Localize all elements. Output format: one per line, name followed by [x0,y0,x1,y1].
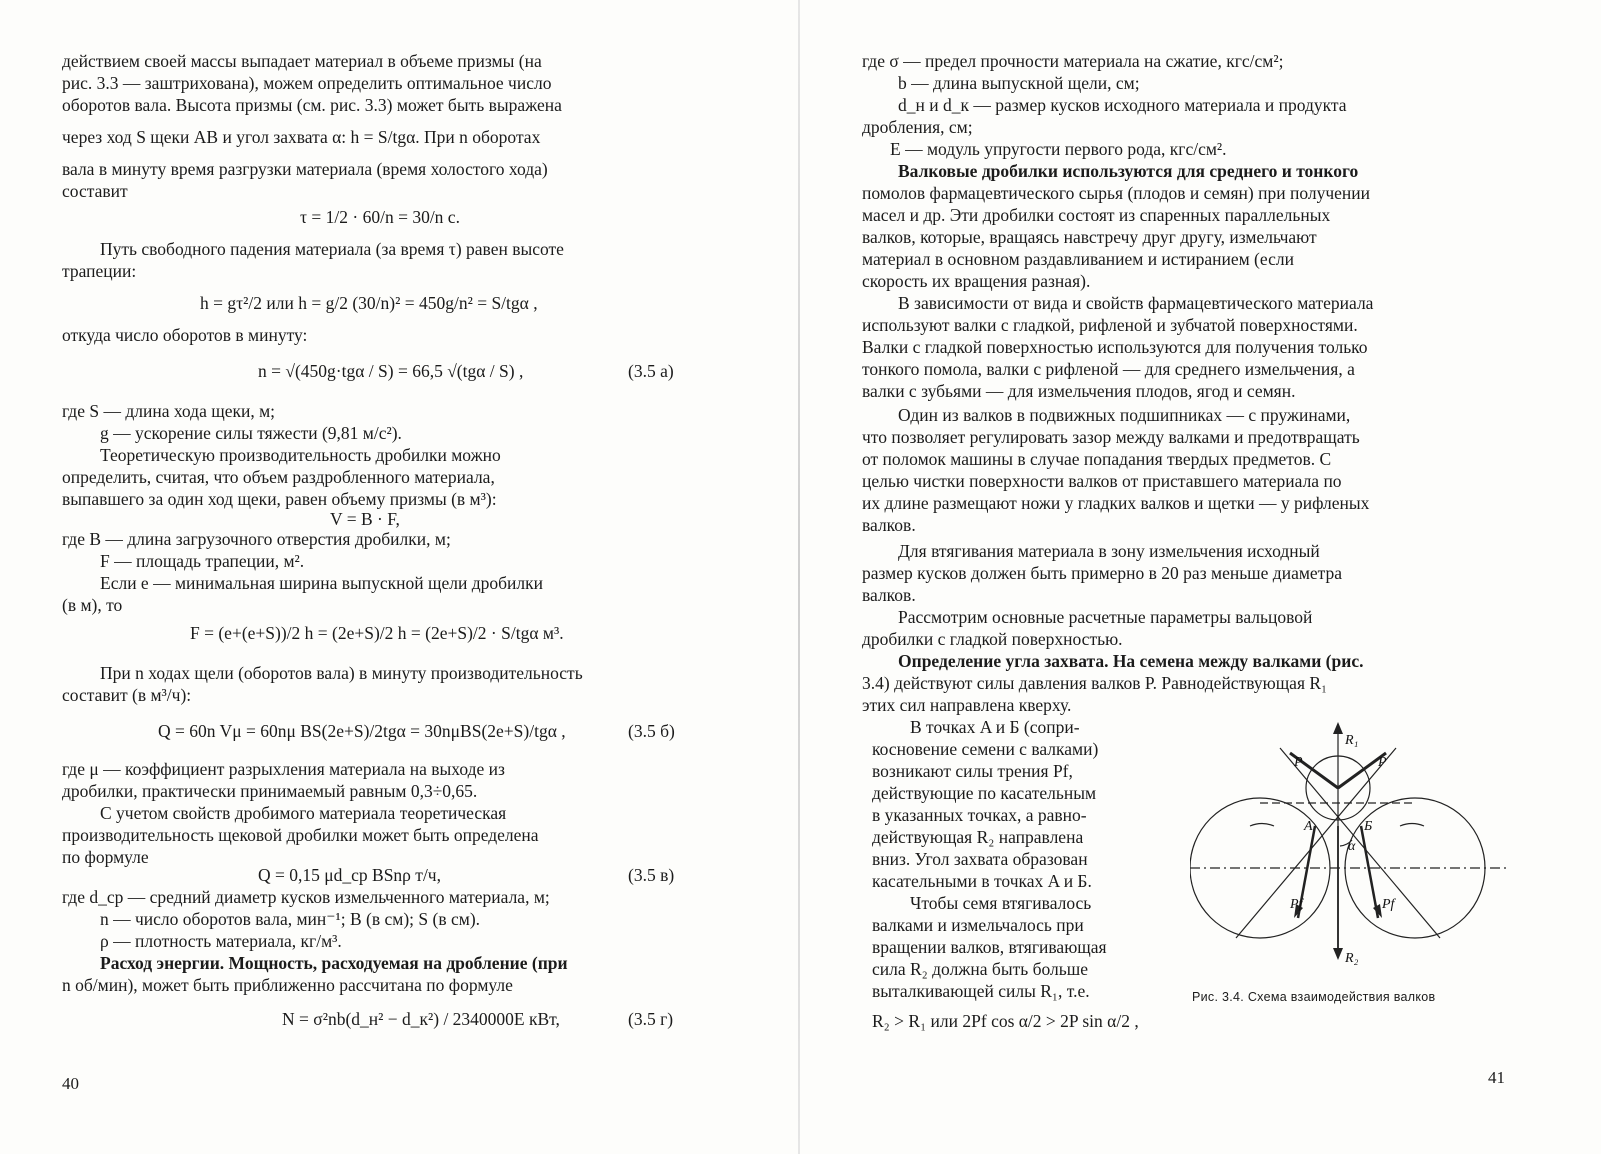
text-line: действующая R₂ направлена [872,827,1084,847]
text-line: 3.4) действуют силы давления валков P. Равнодействующая R₁ [862,673,1328,693]
text-line: через ход S щеки АВ и угол захвата α: h = S/tgα. При n оборотах [62,127,541,147]
text-line: где σ — предел прочности материала на сжатие, кгс/см²; [862,51,1284,71]
text-line: дробления, см; [862,117,973,137]
text-line: выпавшего за один ход щеки, равен объему призмы (в м³): [62,489,497,509]
text-line: возникают силы трения Pf, [872,761,1073,781]
svg-text:Pf: Pf [1290,897,1303,912]
text-line: n об/мин), может быть приближенно рассчитана по формуле [62,975,513,995]
text-line: дробилки, практически принимаемый равным 0,3÷0,65. [62,781,478,801]
text-line: Один из валков в подвижных подшипниках — с пружинами, [898,405,1351,425]
text-line: от поломок машины в случае попадания твердых предметов. С [862,449,1332,469]
text-line: валков. [862,515,916,535]
formula-v: V = B · F, [330,509,400,529]
text-line: С учетом свойств дробимого материала теоретическая [100,803,507,823]
text-line: материал в основном раздавливанием и истиранием (если [862,249,1294,269]
text-line: оборотов вала. Высота призмы (см. рис. 3.3) может быть выражена [62,95,562,115]
page-number-left: 40 [62,1074,79,1093]
formula-q: Q = 60n Vμ = 60nμ BS(2e+S)/2tgα = 30nμBS(2e+S)/tgα , [158,721,566,741]
svg-text:R₂: R₂ [1345,951,1359,966]
text-line: размер кусков должен быть примерно в 20 раз меньше диаметра [862,563,1343,583]
text-line: что позволяет регулировать зазор между валками и предотвращать [862,427,1360,447]
text-line: производительность щековой дробилки может быть определена [62,825,539,845]
text-line: их длине размещают ножи у гладких валков и щетки — у рифленых [862,493,1370,513]
section-paragraph: Определение угла захвата. На семена между валками (рис. [898,651,1364,671]
text-line: касательными в точках A и Б. [872,871,1092,891]
text-line: скорость их вращения разная). [862,271,1091,291]
equation-number: (3.5 б) [628,721,675,741]
svg-text:P: P [1294,755,1303,770]
text-line: помолов фармацевтического сырья (плодов и семян) при получении [862,183,1370,203]
formula-n-power: N = σ²nb(d_н² − d_к²) / 2340000E кВт, [282,1009,560,1029]
text-line: по формуле [62,847,149,867]
text-line: выталкивающей силы R₁, т.е. [872,981,1090,1001]
svg-text:P: P [1378,755,1387,770]
text-line: Для втягивания материала в зону измельчения исходный [898,541,1320,561]
text-line: g — ускорение силы тяжести (9,81 м/с²). [100,423,402,443]
section-paragraph: Валковые дробилки используются для среднего и тонкого [898,161,1359,181]
equation-number: (3.5 в) [628,865,675,885]
text-line: d_н и d_к — размер кусков исходного материала и продукта [898,95,1347,115]
text-line: косновение семени с валками) [872,739,1099,759]
formula-n: n = √(450g·tgα / S) = 66,5 √(tgα / S) , [258,361,524,381]
formula-h: h = gτ²/2 или h = g/2 (30/n)² = 450g/n² = S/tgα , [200,293,538,313]
text-line: Чтобы семя втягивалось [910,893,1092,913]
text-line: валки с зубьями — для измельчения плодов, ягод и семян. [862,381,1296,401]
text-line: При n ходах щели (оборотов вала) в минуту производительность [100,663,583,683]
text-line: Рассмотрим основные расчетные параметры вальцовой [898,607,1313,627]
text-line: составит (в м³/ч): [62,685,192,705]
text-line: этих сил направлена кверху. [862,695,1072,715]
text-line: Теоретическую производительность дробилки можно [100,445,501,465]
text-line: E — модуль упругости первого рода, кгс/см². [890,139,1227,159]
text-line: используют валки с гладкой, рифленой и зубчатой поверхностями. [862,315,1358,335]
svg-text:α: α [1348,839,1356,854]
text-line: валков. [862,585,916,605]
equation-number: (3.5 г) [628,1009,674,1029]
text-line: где μ — коэффициент разрыхления материала на выходе из [62,759,505,779]
text-line: действием своей массы выпадает материал в объеме призмы (на [62,51,542,71]
text-line: валками и измельчалось при [872,915,1084,935]
svg-text:R₁: R₁ [1345,733,1359,748]
section-paragraph: Расход энергии. Мощность, расходуемая на дробление (при [100,953,568,973]
text-line: где B — длина загрузочного отверстия дробилки, м; [62,529,451,549]
text-line: Валки с гладкой поверхностью используются для получения только [862,337,1368,357]
formula-tau: τ = 1/2 · 60/n = 30/n с. [300,207,460,227]
text-line: определить, считая, что объем раздробленного материала, [62,467,495,487]
text-line: масел и др. Эти дробилки состоят из спаренных параллельных [862,205,1331,225]
text-line: дробилки с гладкой поверхностью. [862,629,1123,649]
formula-q2: Q = 0,15 μd_ср BSnρ т/ч, [258,865,441,885]
text-line: трапеции: [62,261,137,281]
text-line: откуда число оборотов в минуту: [62,325,308,345]
text-line: тонкого помола, валки с рифленой — для среднего измельчения, а [862,359,1355,379]
text-line: составит [62,181,128,201]
text-line: где S — длина хода щеки, м; [62,401,276,421]
svg-text:A: A [1304,819,1313,834]
text-line: В точках A и Б (сопри- [910,717,1080,737]
figure-rolls-diagram [1190,708,1510,978]
text-line: b — длина выпускной щели, см; [898,73,1140,93]
text-line: где d_ср — средний диаметр кусков измельченного материала, м; [62,887,550,907]
figure-caption: Рис. 3.4. Схема взаимодействия валков [1192,990,1436,1004]
text-line: ρ — плотность материала, кг/м³. [100,931,342,951]
text-line: действующие по касательным [872,783,1097,803]
text-line: Путь свободного падения материала (за время τ) равен высоте [100,239,564,259]
page-number-right: 41 [1488,1068,1505,1087]
text-line: F — площадь трапеции, м². [100,551,305,571]
formula-f: F = (e+(e+S))/2 h = (2e+S)/2 h = (2e+S)/2 · S/tgα м³. [190,623,564,643]
text-line: вращении валков, втягивающая [872,937,1107,957]
text-line: В зависимости от вида и свойств фармацевтического материала [898,293,1374,313]
text-line: целью чистки поверхности валков от приставшего материала по [862,471,1342,491]
equation-number: (3.5 а) [628,361,674,381]
text-line: вала в минуту время разгрузки материала (время холостого хода) [62,159,548,179]
formula-inequality: R₂ > R₁ или 2Pf cos α/2 > 2P sin α/2 , [872,1011,1139,1031]
text-line: Если e — минимальная ширина выпускной щели дробилки [100,573,543,593]
text-line: валков, которые, вращаясь навстречу друг другу, измельчают [862,227,1317,247]
svg-text:Б: Б [1364,819,1373,834]
svg-text:Pf: Pf [1382,897,1395,912]
text-line: в указанных точках, а равно- [872,805,1087,825]
text-line: (в м), то [62,595,123,615]
text-line: сила R₂ должна быть больше [872,959,1088,979]
text-line: рис. 3.3 — заштрихована), можем определить оптимальное число [62,73,552,93]
text-line: n — число оборотов вала, мин⁻¹; B (в см); S (в см). [100,909,481,929]
text-line: вниз. Угол захвата образован [872,849,1088,869]
